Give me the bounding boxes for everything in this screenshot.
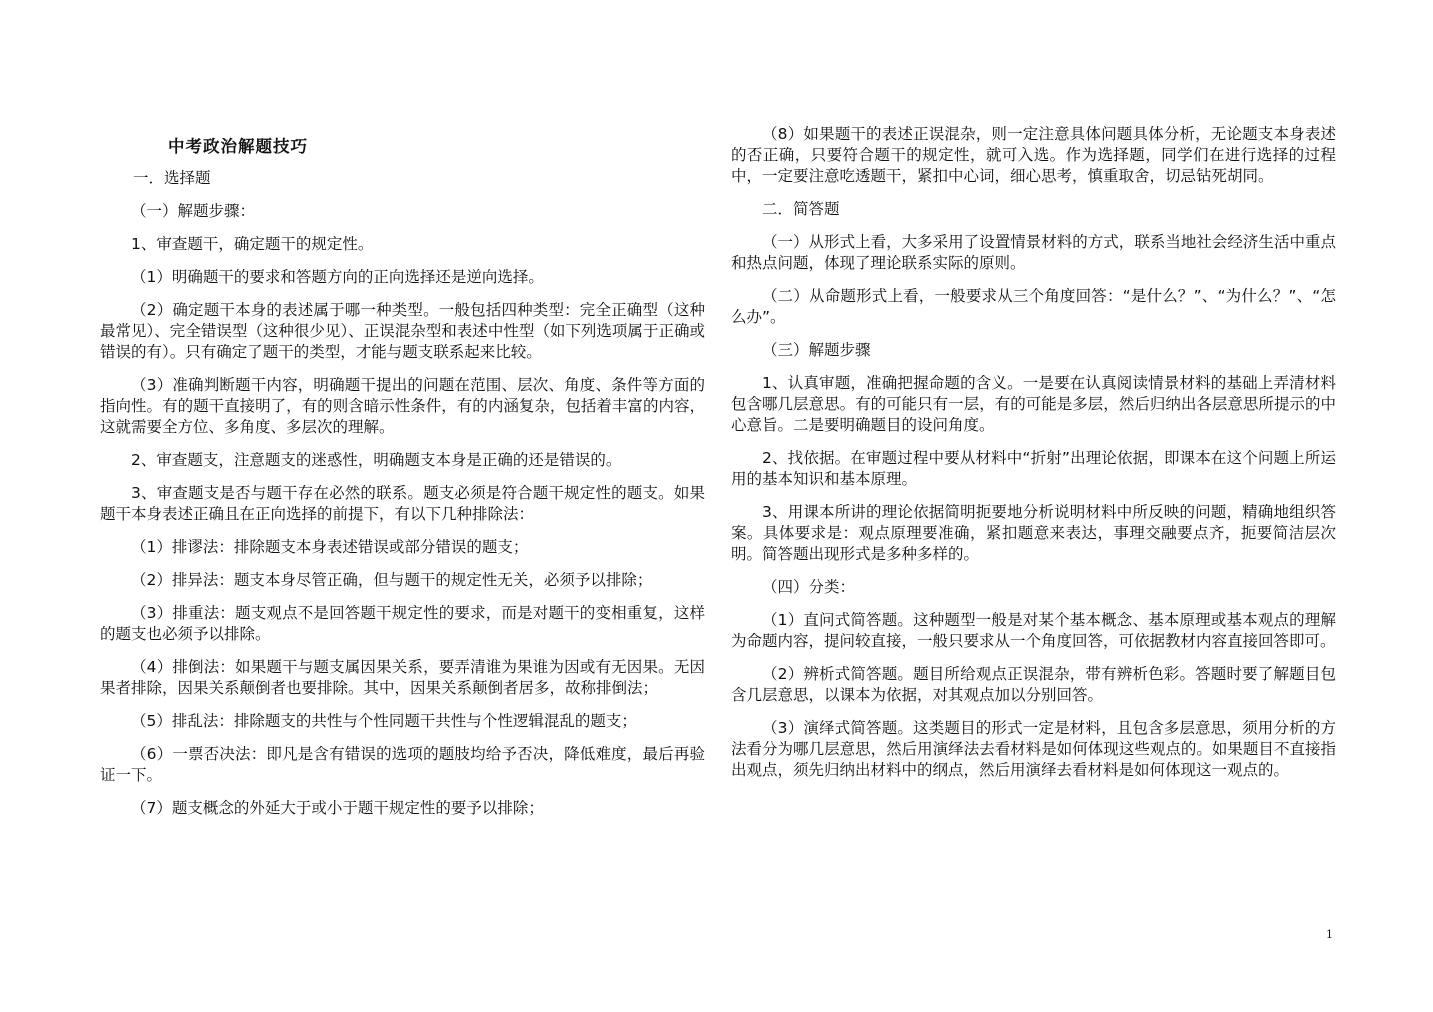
paragraph: （6）一票否决法：即凡是含有错误的选项的题肢均给予否决，降低难度，最后再验证一下。	[100, 745, 705, 784]
paragraph: （1）直问式简答题。这种题型一般是对某个基本概念、基本原理或基本观点的理解为命题内容，提问较直接，一般只要求从一个角度回答，可依据教材内容直接回答即可。	[731, 611, 1336, 650]
paragraph: 1、认真审题，准确把握命题的含义。一是要在认真阅读情景材料的基础上弄清材料包含哪几层意思。有的可能只有一层，有的可能是多层，然后归纳出各层意思所提示的中心意旨。二是要明确题目的设问角度。	[731, 374, 1336, 434]
document-title: 中考政治解题技巧	[168, 137, 308, 156]
section-heading-choice: 一．选择题	[133, 169, 211, 187]
left-column	[100, 124, 705, 831]
paragraph: （一）从形式上看，大多采用了设置情景材料的方式，联系当地社会经济生活中重点和热点问题，体现了理论联系实际的原则。	[731, 233, 1336, 272]
paragraph: （3）排重法：题支观点不是回答题干规定性的要求，而是对题干的变相重复，这样的题支也必须予以排除。	[100, 604, 705, 643]
paragraph: （2）确定题干本身的表述属于哪一种类型。一般包括四种类型：完全正确型（这种最常见）、完全错误型（这种很少见）、正误混杂型和表述中性型（如下列选项属于正确或错误的有）。只有确定了题干的类型，才能与题支联系起来比较。	[100, 301, 705, 361]
right-column	[731, 124, 1336, 793]
paragraph: （1）排谬法：排除题支本身表述错误或部分错误的题支；	[131, 538, 529, 556]
paragraph: 3、审查题支是否与题干存在必然的联系。题支必须是符合题干规定性的题支。如果题干本身表述正确且在正向选择的前提下，有以下几种排除法：	[100, 484, 705, 523]
paragraph: （2）排异法：题支本身尽管正确，但与题干的规定性无关，必须予以排除；	[131, 571, 653, 589]
section-heading-short-answer: 二．简答题	[762, 200, 840, 218]
paragraph: （7）题支概念的外延大于或小于题干规定性的要予以排除；	[131, 799, 544, 817]
subsection-heading-steps: （一）解题步骤：	[131, 202, 256, 220]
paragraph: 3、用课本所讲的理论依据简明扼要地分析说明材料中所反映的问题，精确地组织答案。具体要求是：观点原理要准确，紧扣题意来表达，事理交融要点齐，扼要简洁层次明。简答题出现形式是多种多样的。	[731, 503, 1336, 563]
paragraph: （5）排乱法：排除题支的共性与个性同题干共性与个性逻辑混乱的题支；	[131, 712, 637, 730]
paragraph: 2、审查题支，注意题支的迷惑性，明确题支本身是正确的还是错误的。	[131, 451, 622, 469]
paragraph: （3）演绎式简答题。这类题目的形式一定是材料，且包含多层意思，须用分析的方法看分为哪几层意思，然后用演绎法去看材料是如何体现这些观点的。如果题目不直接指出观点，须先归纳出材料中的纲点，然后用演绎去看材料是如何体现这一观点的。	[731, 719, 1336, 779]
paragraph: （1）明确题干的要求和答题方向的正向选择还是逆向选择。	[131, 268, 544, 286]
paragraph: 1、审查题干，确定题干的规定性。	[131, 235, 374, 253]
subsection-heading-steps: （三）解题步骤	[762, 341, 871, 359]
paragraph: 2、找依据。在审题过程中要从材料中“折射”出理论依据，即课本在这个问题上所运用的基本知识和基本原理。	[731, 449, 1336, 488]
paragraph: （4）排倒法：如果题干与题支属因果关系，要弄清谁为果谁为因或有无因果。无因果者排除，因果关系颠倒者也要排除。其中，因果关系颠倒者居多，故称排倒法；	[100, 658, 705, 697]
page-number: 1	[1326, 928, 1333, 941]
paragraph: （二）从命题形式上看，一般要求从三个角度回答：“是什么？”、“为什么？”、“怎么办”。	[731, 287, 1336, 326]
paragraph: （2）辨析式简答题。题目所给观点正误混杂，带有辨析色彩。答题时要了解题目包含几层意思，以课本为依据，对其观点加以分别回答。	[731, 665, 1336, 704]
paragraph: （3）准确判断题干内容，明确题干提出的问题在范围、层次、角度、条件等方面的指向性。有的题干直接明了，有的则含暗示性条件，有的内涵复杂，包括着丰富的内容，这就需要全方位、多角度、多层次的理解。	[100, 376, 705, 436]
paragraph: （8）如果题干的表述正误混杂，则一定注意具体问题具体分析，无论题支本身表述的否正确，只要符合题干的规定性，就可入选。作为选择题，同学们在进行选择的过程中，一定要注意吃透题干，紧扣中心词，细心思考，慎重取舍，切忌钻死胡同。	[731, 125, 1336, 185]
subsection-heading-classification: （四）分类：	[762, 578, 856, 596]
